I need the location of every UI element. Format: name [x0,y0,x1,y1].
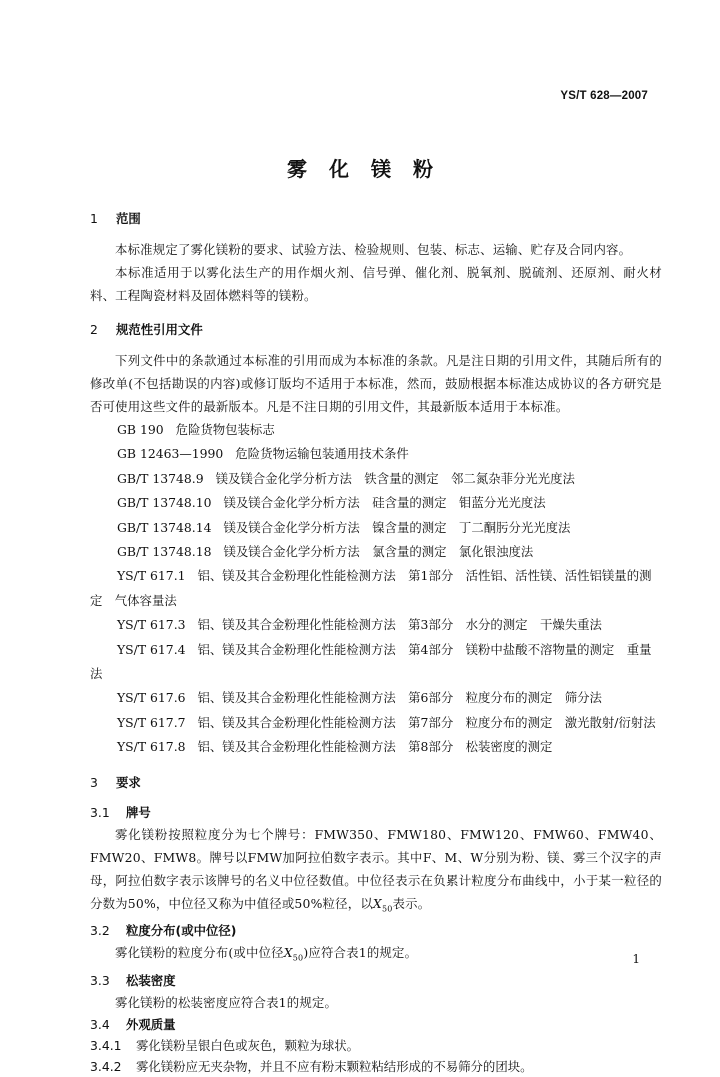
paragraph-text-tail: 表示。 [392,895,431,911]
document-body [90,208,662,1077]
section-number: 3 [90,774,98,790]
clause-text: 雾化镁粉应无夹杂物，并且不应有粉末颗粒粘结形成的不易筛分的团块。 [136,1058,533,1074]
subsection-3-3-heading [90,970,662,991]
reference-item [90,638,662,687]
reference-item [90,735,662,759]
reference-code: GB/T 13748.9 [117,470,204,486]
reference-item [90,711,662,735]
reference-item [90,516,662,540]
reference-code: GB 12463—1990 [117,446,224,462]
reference-title: 铝、镁及其合金粉理化性能检测方法 第7部分 粒度分布的测定 激光散射/衍射法 [197,714,656,730]
paragraph: 本标准规定了雾化镁粉的要求、试验方法、检验规则、包装、标志、运输、贮存及合同内容。 [115,242,632,257]
subsection-3-2-heading [90,920,662,941]
paragraph: 本标准适用于以雾化法生产的用作烟火剂、信号弹、催化剂、脱氧剂、脱硫剂、还原剂、耐火材料、工程陶瓷材料及固体燃料等的镁粉。 [90,265,662,303]
reference-title: 镁及镁合金化学分析方法 镍含量的测定 丁二酮肟分光光度法 [223,519,571,535]
reference-code: GB/T 13748.14 [117,519,212,535]
subsection-title: 粒度分布(或中位径) [126,923,237,939]
paragraph-text: 雾化镁粉的粒度分布(或中位径 [115,945,284,961]
subsection-3-4-heading [90,1014,662,1035]
median-subscript: 50 [381,904,393,914]
page-number: 1 [632,952,640,966]
section-title: 规范性引用文件 [116,322,203,337]
reference-item [90,418,662,442]
reference-title: 危险货物包装标志 [175,422,275,437]
paragraph [90,823,662,920]
subsection-number: 3.2 [90,923,110,939]
subsection-number: 3.4 [90,1016,110,1032]
section-3-heading [90,772,662,794]
reference-title: 铝、镁及其合金粉理化性能检测方法 第8部分 松装密度的测定 [197,739,553,755]
section-number: 2 [90,322,98,337]
reference-code: YS/T 617.4 [117,641,186,657]
section-title: 范围 [116,211,141,226]
standard-code: YS/T 628—2007 [560,90,648,102]
reference-title: 铝、镁及其合金粉理化性能检测方法 第3部分 水分的测定 干燥失重法 [197,617,602,633]
reference-code: YS/T 617.8 [117,739,186,755]
clause-number: 3.4.1 [90,1037,122,1053]
subsection-title: 松装密度 [126,972,176,988]
paragraph-text: 雾化镁粉按照粒度分为七个牌号：FMW350、FMW180、FMW120、FMW60、FMW40、FMW20、FMW8。牌号以FMW加阿拉伯数字表示。其中F、M、W分别为粉、镁、雾三个汉字的声母，阿拉伯数字表示该牌号的名义中位径数值。中位径表示在负累计粒度分布曲线中，小于某一粒径的分数为50%，中位径又称为中值径或50%粒径，以 [90,826,662,911]
reference-title: 危险货物运输包装通用技术条件 [235,446,409,462]
median-subscript: 50 [292,953,304,963]
median-symbol: X [283,945,293,961]
paragraph [90,941,662,969]
reference-item [90,686,662,710]
reference-code: GB/T 13748.18 [117,544,212,560]
paragraph: 下列文件中的条款通过本标准的引用而成为本标准的条款。凡是注日期的引用文件，其随后所有的修改单(不包括勘误的内容)或修订版均不适用于本标准，然而，鼓励根据本标准达成协议的各方研究是否可使用这些文件的最新版本。凡是不注日期的引用文件，其最新版本适用于本标准。 [90,353,662,414]
reference-item [90,467,662,491]
reference-title: 镁及镁合金化学分析方法 氯含量的测定 氯化银浊度法 [223,544,534,560]
section-number: 1 [90,211,98,226]
reference-title: 铝、镁及其合金粉理化性能检测方法 第4部分 镁粉中盐酸不溶物量的测定 重量法 [90,641,652,682]
reference-code: YS/T 617.3 [117,617,186,633]
subsection-title: 外观质量 [126,1016,176,1032]
subsection-3-1-heading [90,802,662,823]
section-title: 要求 [116,774,141,790]
clause-text: 雾化镁粉呈银白色或灰色，颗粒为球状。 [136,1037,360,1053]
reference-item [90,613,662,637]
reference-code: YS/T 617.6 [117,690,186,706]
section-1-heading [90,208,662,230]
reference-title: 铝、镁及其合金粉理化性能检测方法 第1部分 活性铝、活性镁、活性铝镁量的测定 气体容量法 [90,568,652,608]
clause-number: 3.4.2 [90,1058,122,1074]
reference-item [90,491,662,515]
paragraph: 雾化镁粉的松装密度应符合表1的规定。 [115,994,338,1010]
reference-title: 铝、镁及其合金粉理化性能检测方法 第6部分 粒度分布的测定 筛分法 [197,690,602,706]
reference-code: YS/T 617.7 [117,714,186,730]
median-symbol: X [372,895,382,911]
subsection-number: 3.1 [90,804,110,820]
reference-code: YS/T 617.1 [117,568,186,584]
subsection-number: 3.3 [90,972,110,988]
reference-title: 镁及镁合金化学分析方法 硅含量的测定 钼蓝分光光度法 [223,495,546,511]
clause-item [90,1035,662,1056]
reference-item [90,540,662,564]
clause-item [90,1056,662,1077]
reference-item [90,442,662,466]
reference-item [90,564,662,613]
reference-title: 镁及镁合金化学分析方法 铁含量的测定 邻二氮杂菲分光光度法 [215,470,575,486]
paragraph-text-tail: )应符合表1的规定。 [303,945,418,961]
reference-code: GB 190 [117,422,164,437]
reference-code: GB/T 13748.10 [117,495,212,511]
subsection-title: 牌号 [126,804,151,820]
document-title: 雾化镁粉 [287,157,455,181]
section-2-heading [90,319,662,341]
